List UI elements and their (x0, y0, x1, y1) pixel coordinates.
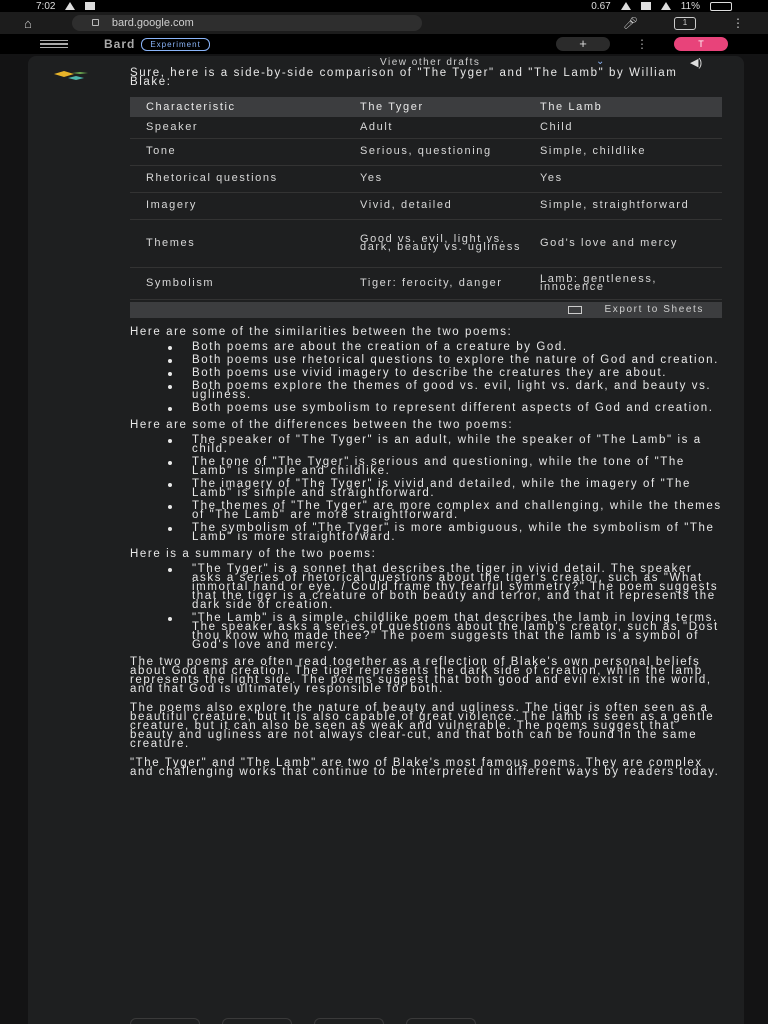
comparison-table (130, 97, 722, 300)
response-content (130, 69, 722, 787)
notification-icon (65, 2, 75, 10)
sheets-icon (568, 306, 582, 314)
status-bar (0, 0, 768, 12)
share-button[interactable] (314, 1018, 384, 1024)
avatar[interactable]: T (674, 37, 728, 51)
thumbs-up-button[interactable] (130, 1018, 200, 1024)
similarities-heading: Here are some of the similarities between the two poems: (130, 325, 513, 338)
response-card (28, 56, 744, 1024)
export-label: Export to Sheets (604, 304, 704, 315)
view-drafts-button[interactable]: View other drafts (380, 57, 481, 68)
list-item: The symbolism of "The Tyger" is more ambiguous, while the symbolism of "The Lamb" is more straightforward. (168, 524, 722, 542)
table-cell: Yes (524, 165, 722, 192)
list-item: The speaker of "The Tyger" is an adult, while the speaker of "The Lamb" is a child. (168, 436, 722, 454)
chevron-down-icon[interactable]: ⌄ (596, 56, 605, 67)
table-header: Characteristic (130, 97, 344, 117)
menu-icon[interactable] (40, 40, 68, 49)
export-to-sheets-button[interactable] (130, 302, 722, 318)
experiment-badge: Experiment (141, 38, 209, 51)
differences-list (168, 433, 722, 543)
table-cell: God's love and mercy (524, 219, 722, 267)
app-title: Bard (104, 37, 136, 51)
address-bar[interactable] (72, 15, 422, 31)
similarities-list (168, 340, 722, 414)
list-item: The imagery of "The Tyger" is vivid and detailed, while the imagery of "The Lamb" is simple and straightforward. (168, 480, 722, 498)
table-cell: Vivid, detailed (344, 192, 524, 219)
table-row (130, 192, 722, 219)
clock: 7:02 (36, 0, 56, 12)
table-cell: Tone (130, 138, 344, 165)
table-row (130, 267, 722, 299)
app-header (0, 34, 768, 54)
table-cell: Simple, childlike (524, 138, 722, 165)
new-chat-button[interactable]: + (556, 37, 610, 51)
table-cell: Simple, straightforward (524, 192, 722, 219)
volte-icon (641, 2, 651, 10)
list-item: Both poems use rhetorical questions to explore the nature of God and creation. (168, 356, 722, 365)
table-cell: Adult (344, 117, 524, 138)
more-options-icon[interactable]: ⋮ (636, 37, 648, 51)
list-item: Both poems explore the themes of good vs. evil, light vs. dark, and beauty vs. ugliness. (168, 382, 722, 400)
body-paragraph: The poems also explore the nature of beauty and ugliness. The tiger is often seen as a beautiful creature, but it is also capable of great violence. The lamb is seen as a gentle creature, but it can also be seen as weak and vulnerable. The poems suggest that beauty and ugliness are not always clear-cut, and that both can be found in the same creature. (130, 701, 715, 750)
list-item: "The Tyger" is a sonnet that describes the tiger in vivid detail. The speaker asks a series of rhetorical questions about the tiger's creator, such as "What immortal hand or eye, / Could frame thy fearful symmetry?" The poem suggests that the tiger is a creature of both beauty and terror, and that it represents the dark side of creation. (168, 565, 722, 610)
table-cell: Imagery (130, 192, 344, 219)
list-item: The themes of "The Tyger" are more complex and challenging, while the themes of "The Lamb" are more straightforward. (168, 502, 722, 520)
app-notification-icon (85, 2, 95, 10)
bard-sparkle-icon (50, 68, 94, 84)
body-paragraph: "The Tyger" and "The Lamb" are two of Blake's most famous poems. They are complex and challenging works that continue to be interpreted in different ways by readers today. (130, 756, 720, 778)
table-row (130, 165, 722, 192)
summary-list (168, 562, 722, 651)
intro-text: Sure, here is a side-by-side comparison of "The Tyger" and "The Lamb" by William Blake: (130, 67, 678, 88)
differences-heading: Here are some of the differences between the two poems: (130, 418, 514, 431)
table-cell: Tiger: ferocity, danger (344, 267, 524, 299)
table-cell: Speaker (130, 117, 344, 138)
signal-icon (661, 2, 671, 10)
table-cell: Yes (344, 165, 524, 192)
table-header: The Tyger (344, 97, 524, 117)
table-cell: Serious, questioning (344, 138, 524, 165)
browser-menu-icon[interactable]: ⋮ (732, 16, 744, 30)
table-cell: Themes (130, 219, 344, 267)
table-row (130, 219, 722, 267)
data-rate: 0.67 (591, 0, 611, 12)
battery-icon (710, 2, 732, 11)
url-text: bard.google.com (111, 17, 194, 29)
thumbs-down-button[interactable] (222, 1018, 292, 1024)
battery-percent: 11% (680, 0, 700, 12)
speaker-icon[interactable]: ◀︎) (690, 57, 703, 69)
list-item: Both poems use vivid imagery to describe the creatures they are about. (168, 369, 722, 378)
table-cell: Child (524, 117, 722, 138)
list-item: Both poems are about the creation of a creature by God. (168, 343, 722, 352)
browser-toolbar (0, 12, 768, 34)
google-it-button[interactable] (406, 1018, 476, 1024)
summary-heading: Here is a summary of the two poems: (130, 547, 377, 560)
table-row (130, 138, 722, 165)
wifi-icon (621, 2, 631, 10)
list-item: Both poems use symbolism to represent different aspects of God and creation. (168, 404, 722, 413)
action-row (130, 1018, 476, 1024)
table-cell: Symbolism (130, 267, 344, 299)
home-icon[interactable]: ⌂ (24, 15, 32, 31)
table-cell: Good vs. evil, light vs. dark, beauty vs. ugliness (344, 219, 524, 267)
body-paragraph: The two poems are often read together as a reflection of Blake's own personal beliefs about God and creation. The tiger represents the dark side of creation, while the lamb represents the light side. The poems suggest that both good and evil exist in the world, and that God is ultimately responsible for both. (130, 655, 712, 695)
table-cell: Lamb: gentleness, innocence (524, 267, 722, 299)
table-cell: Rhetorical questions (130, 165, 344, 192)
tab-switcher-button[interactable]: 1 (674, 17, 696, 30)
table-header: The Lamb (524, 97, 722, 117)
microphone-icon[interactable]: 🎤︎ (622, 16, 638, 30)
list-item: "The Lamb" is a simple, childlike poem that describes the lamb in loving terms. The speaker asks a series of questions about the lamb's creator, such as "Dost thou know who made thee?" The poem suggests that the lamb is a symbol of God's love and mercy. (168, 614, 722, 650)
lock-icon (92, 19, 99, 26)
table-row (130, 117, 722, 138)
list-item: The tone of "The Tyger" is serious and questioning, while the tone of "The Lamb" is simple and childlike. (168, 458, 722, 476)
